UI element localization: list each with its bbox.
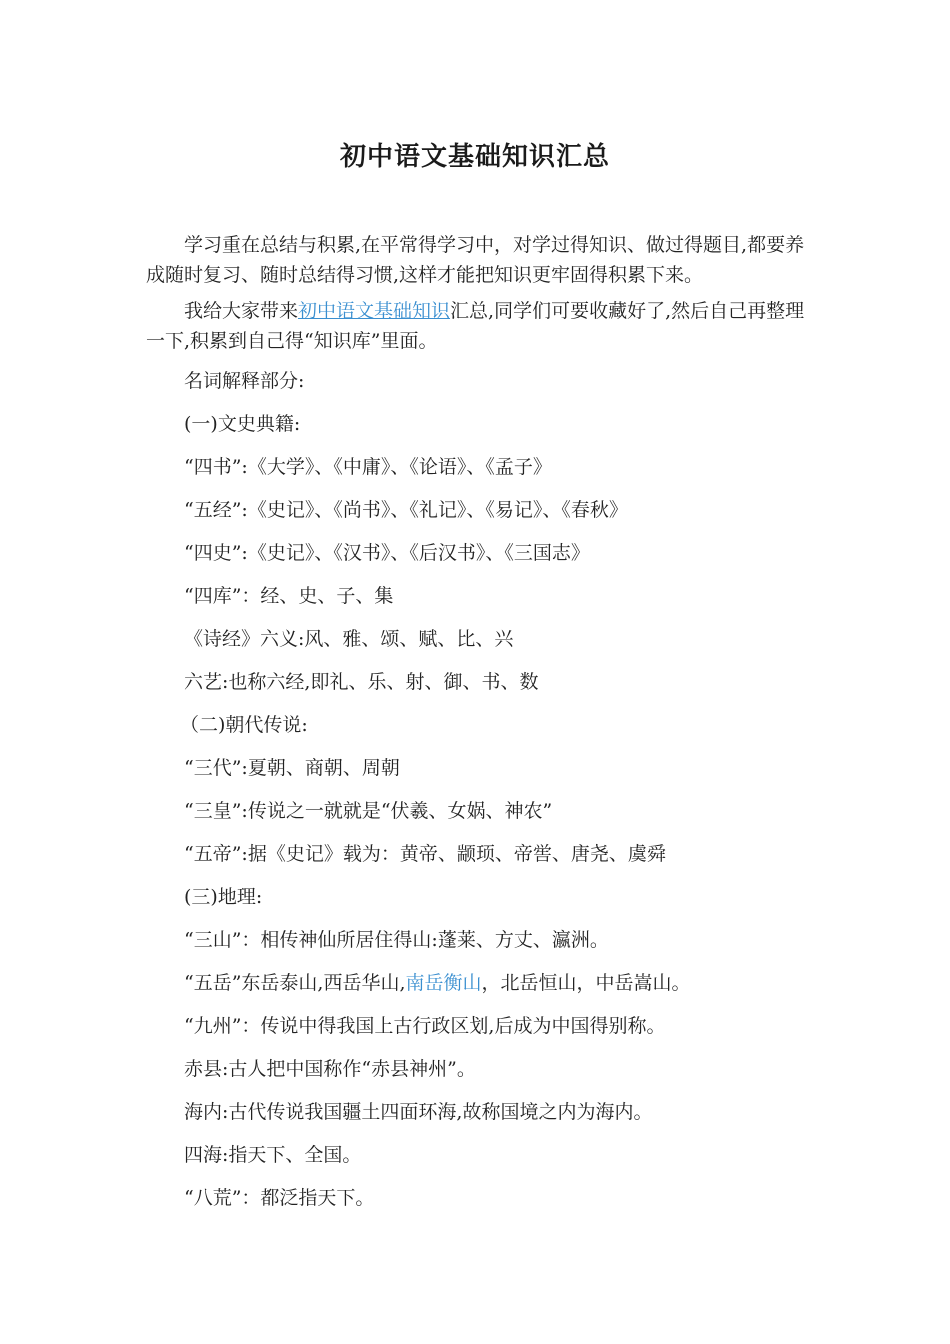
subheading-classics: (一)文史典籍: bbox=[184, 413, 301, 435]
list-item: “三山”：相传神仙所居住得山:蓬莱、方丈、瀛洲。 bbox=[184, 929, 609, 951]
intro-text-before-link: 我给大家带来 bbox=[184, 300, 299, 322]
list-item bbox=[184, 968, 691, 998]
list-item: “八荒”：都泛指天下。 bbox=[184, 1187, 375, 1209]
list-item: “五帝”:据《史记》载为：黄帝、颛顼、帝喾、唐尧、虞舜 bbox=[184, 843, 666, 865]
subheading-geography: (三)地理: bbox=[184, 886, 263, 908]
list-item: “四书”:《大学》、《中庸》、《论语》、《孟子》 bbox=[184, 456, 552, 478]
nanyue-hengshan-highlight: 南岳衡山 bbox=[405, 972, 482, 994]
list-item: “三代”:夏朝、商朝、周朝 bbox=[184, 757, 400, 779]
section-heading: 名词解释部分: bbox=[184, 370, 305, 392]
list-item: 赤县:古人把中国称作“赤县神州”。 bbox=[184, 1058, 476, 1080]
document-title: 初中语文基础知识汇总 bbox=[339, 142, 610, 172]
intro-paragraph-2 bbox=[146, 296, 806, 356]
five-peaks-after: ，北岳恒山，中岳嵩山。 bbox=[481, 972, 691, 994]
intro-paragraph-1: 学习重在总结与积累,在平常得学习中，对学过得知识、做过得题目,都要养成随时复习、随时总结得习惯,这样才能把知识更牢固得积累下来。 bbox=[146, 234, 805, 286]
list-item: “四库”：经、史、子、集 bbox=[184, 585, 394, 607]
list-item: “四史”:《史记》、《汉书》、《后汉书》、《三国志》 bbox=[184, 542, 590, 564]
list-item: “九州”：传说中得我国上古行政区划,后成为中国得别称。 bbox=[184, 1015, 666, 1037]
list-item: 海内:古代传说我国疆土四面环海,故称国境之内为海内。 bbox=[184, 1101, 653, 1123]
subheading-dynasties: （二)朝代传说: bbox=[180, 714, 308, 736]
intro-text-after-link: 汇总,同学们可要收藏好了,然后自己再整理一下,积累到自己得“知识库”里面。 bbox=[146, 300, 805, 352]
list-item: “五经”:《史记》、《尚书》、《礼记》、《易记》、《春秋》 bbox=[184, 499, 628, 521]
five-peaks-before: “五岳”东岳泰山,西岳华山, bbox=[184, 972, 406, 994]
knowledge-link[interactable]: 初中语文基础知识 bbox=[298, 300, 451, 322]
list-item: 四海:指天下、全国。 bbox=[184, 1144, 362, 1166]
list-item: 《诗经》六义:风、雅、颂、赋、比、兴 bbox=[184, 628, 514, 650]
list-item: 六艺:也称六经,即礼、乐、射、御、书、数 bbox=[184, 671, 539, 693]
list-item: “三皇”:传说之一就就是“伏羲、女娲、神农” bbox=[184, 800, 553, 822]
